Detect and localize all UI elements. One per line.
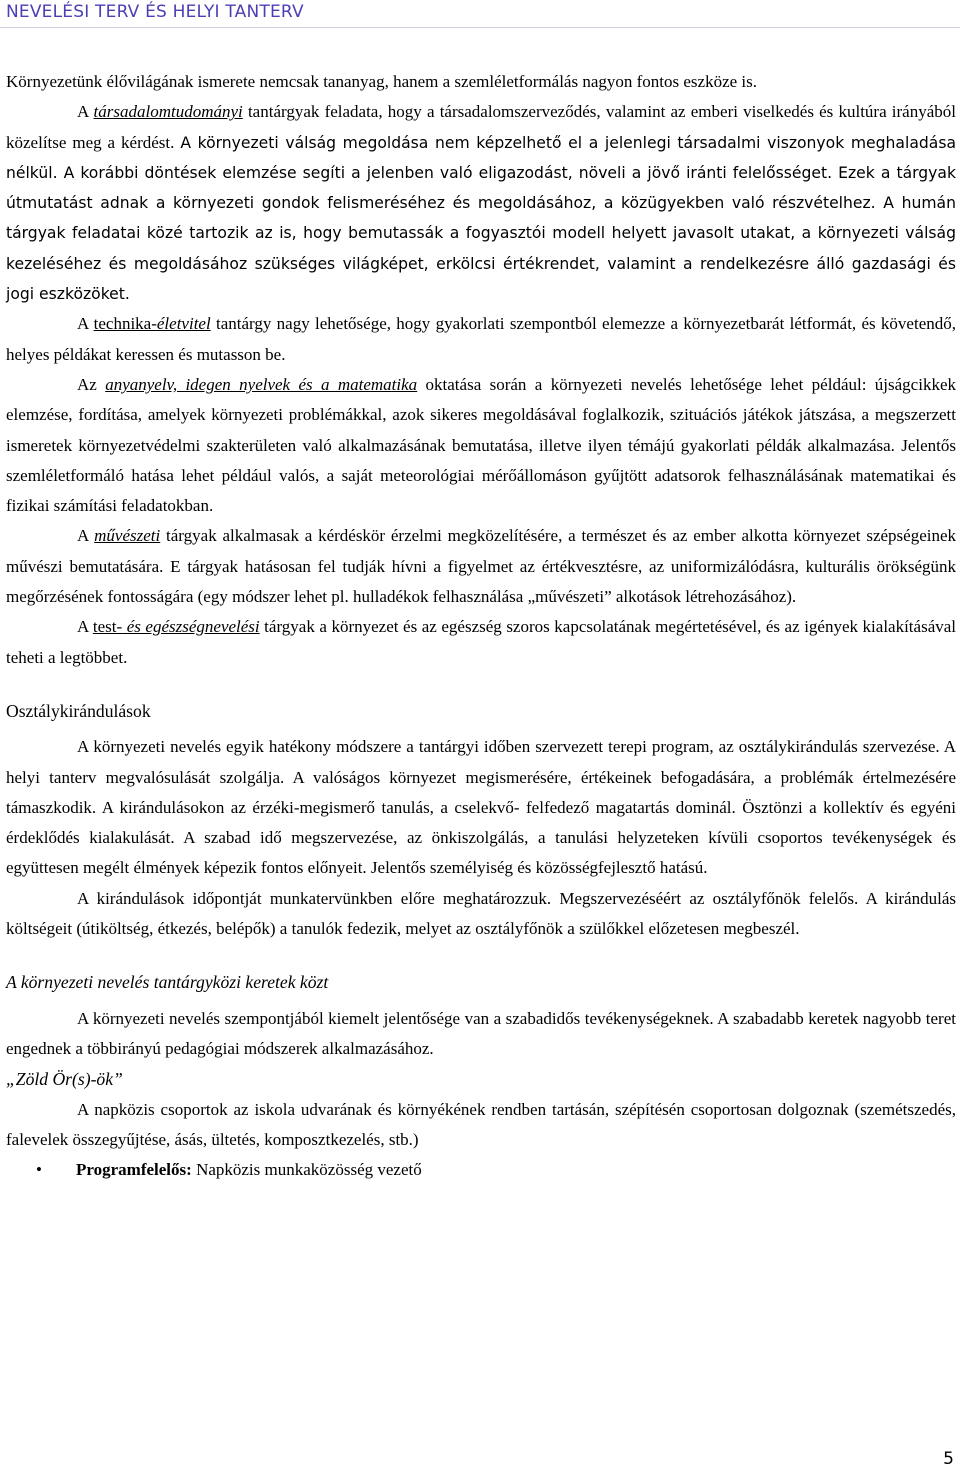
bullet-value: Napközis munkaközösség vezető xyxy=(191,1160,422,1180)
bullet-label: Programfelelős: xyxy=(76,1160,192,1180)
paragraph-cross-curricular-1: A környezeti nevelés szempontjából kiemelt jelentősége van a szabadidős tevékenységeknek. A szabadabb keretek nagyobb teret engednek a többirányú pedagógiai módszerek alkalmazásához. xyxy=(6,1008,956,1058)
text: oktatása során a környezeti nevelés lehetősége lehet például: újságcikkek elemzése, fordítása, amelyek környezeti problémákkal, azok sikeres megoldásával foglalkozik, szituációs játékok játszása, a megszerzett ismeretek környezetvédelmi szakterületen való alkalmazásának bemutatása, illetve ilyen témájú gyakorlati példák alkalmazása. Jelentős szemléletformáló hatása lehet például valós, a saját meteorológiai mérőállomáson gyűjtött adatsorok felhasználásának matematikai és fizikai számítási feladatokban. xyxy=(6,374,956,516)
section-title-class-trips: Osztálykirándulások xyxy=(6,700,151,721)
term-social-sciences: társadalomtudományi xyxy=(93,102,243,122)
page-number: 5 xyxy=(943,1449,954,1469)
paragraph-class-trips-2: A kirándulások időpontját munkatervünkben előre meghatározzuk. Megszervezéséért az osztályfőnök felelős. A kirándulás költségeit (útiköltség, étkezés, belépők) a tanulók fedezik, melyet az osztályfőnök a szülőkkel előzetesen megbeszél. xyxy=(6,888,956,939)
text: tárgyak alkalmasak a kérdéskör érzelmi megközelítésére, a természet és az ember alkotta környezet szépségeinek művészi bemutatására. E tárgyak hatásosan fel tudják hívni a figyelmet az értékvesztésre, az uniformizálódásra, kulturális örökségünk megőrzésének fontosságára (egy módszer lehet pl. hulladékok felhasználása „művészeti” alkotások létrehozásához). xyxy=(6,526,957,607)
paragraph-intro: Környezetünk élővilágának ismerete nemcsak tananyag, hanem a szemléletformálás nagyon fontos eszköze is. xyxy=(6,72,758,91)
header-divider xyxy=(0,27,960,28)
list-item xyxy=(6,1155,956,1185)
text: A xyxy=(77,617,93,637)
text-sans: A környezeti válság megoldása nem képzelhető el a jelenlegi társadalmi viszonyok meghaladása nélkül. A korábbi döntések elemzése segíti a jelenben való eligazodást, növeli a jövő iránti felelősséget. Ezek a tárgyak útmutatást adnak a környezeti gondok felismeréséhez és megoldásához, a közügyekben való részvételhez. A humán tárgyak feladatai közé tartozik az is, hogy bemutassák a fogyasztói modell helyett javasolt utakat, a környezeti válság kezeléséhez és megoldásához szükséges világképet, erkölcsi értékrendet, valamint a rendelkezésre álló gazdasági és jogi eszközöket. xyxy=(6,133,957,304)
term-technology: technika-életvitel xyxy=(93,314,211,334)
paragraph-languages-math xyxy=(6,370,956,521)
text: Az xyxy=(77,374,106,394)
term-languages-math: anyanyelv, idegen nyelvek és a matematika xyxy=(105,374,418,394)
text: tantárgyak feladata, hogy a társadalomszerveződés, valamint az emberi viselkedés és kultúra irányából közelítse meg a kérdést. xyxy=(6,102,957,152)
text: A xyxy=(77,102,94,122)
section-title-cross-curricular: A környezeti nevelés tantárgyközi keretek közt xyxy=(6,972,329,993)
paragraph-technology xyxy=(6,309,956,370)
paragraph-green-guards: A napközis csoportok az iskola udvarának és környékének rendben tartásán, szépítésén csoportosan dolgoznak (szemétszedés, falevelek összegyűjtése, ásás, ültetés, komposztkezelés, stb.) xyxy=(6,1099,956,1149)
text: tantárgy nagy lehetősége, hogy gyakorlati szempontból elemezze a környezetbarát létformát, és követendő, helyes példákat keressen és mutasson be. xyxy=(6,314,956,364)
page-header-title: NEVELÉSI TERV ÉS HELYI TANTERV xyxy=(6,2,304,22)
term-arts: művészeti xyxy=(94,526,161,546)
document-body xyxy=(6,67,956,1185)
text: A xyxy=(77,526,95,546)
paragraph-social-sciences xyxy=(6,97,956,309)
text: tárgyak a környezet és az egészség szoros kapcsolatának megértetésével, és az igények kialakításával teheti a legtöbbet. xyxy=(6,617,957,667)
term-physical-health: test- és egészségnevelési xyxy=(92,617,260,637)
paragraph-arts xyxy=(6,521,956,612)
text: A xyxy=(77,314,94,334)
bullet-icon: • xyxy=(36,1160,42,1180)
paragraph-class-trips-1: A környezeti nevelés egyik hatékony módszere a tantárgyi időben szervezett terepi program, az osztálykirándulás szervezése. A helyi tanterv megvalósulását szolgálja. A valóságos környezet megismerésére, értékeinek befogadására, a problémák értelmezésére támaszkodik. A kirándulásokon az érzéki-megismerő tanulás, a cselekvő- felfedező magatartás dominál. Ösztönzi a kollektív és egyéni érdeklődés kialakulását. A szabad idő megszervezése, az önkiszolgálás, a tanulási helyzeteken kívüli csoportos tevékenységek és együttesen megélt élmények képezik fontos előnyeit. Jelentős személyiség és közösségfejlesztő hatású. xyxy=(6,737,956,878)
paragraph-physical-health xyxy=(6,612,956,673)
subtitle-green-guards: „Zöld Ör(s)-ök” xyxy=(6,1069,123,1090)
